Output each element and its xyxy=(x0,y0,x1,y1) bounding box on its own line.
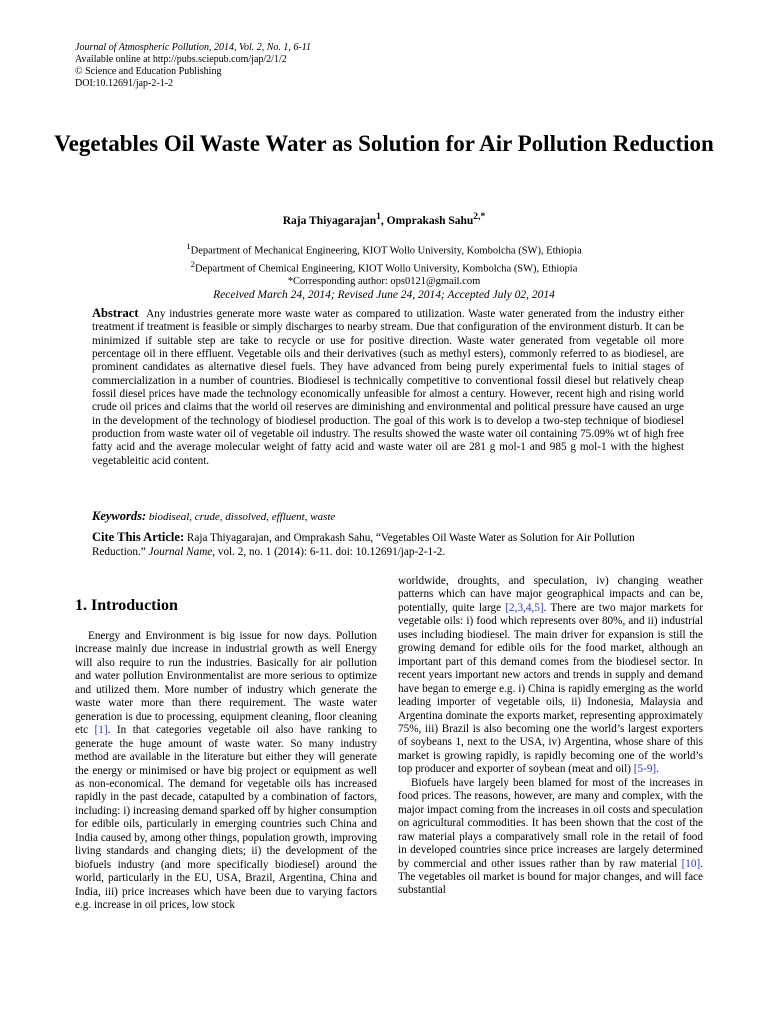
affiliation-text: Department of Mechanical Engineering, KIOT Wollo University, Kombolcha (SW), Ethiopia xyxy=(190,245,582,257)
submission-dates: Received March 24, 2014; Revised June 24, 2014; Accepted July 02, 2014 xyxy=(213,289,555,301)
cite-journal-name: Journal Name xyxy=(148,546,213,558)
paragraph xyxy=(75,630,377,913)
left-column xyxy=(75,630,377,913)
cite-label: Cite This Article: xyxy=(92,530,185,544)
author-name: Raja Thiyagarajan xyxy=(282,214,377,227)
paragraph-text: . There are two major markets for vegetable oils: i) food which represents over 80%, and ii) industrial uses including biodiesel. The main driver for expansion is still the growing demand for edible oils for the food market, although an important part of this demand comes from the biodiesel sector. In recent years important new actors and trends in supply and demand have began to emerge e.g. i) China is rapidly emerging as the world leading importer of vegetable oils, ii) Indonesia, Malaysia and Argentina dominate the exports market, representing approximately 75%, iii) Brazil is also becoming one the world’s largest exporters of soybeans 1, next to the USA, iv) Argentina, whose share of this market is growing rapidly, is rapidly becoming one of the world’s top producer and exporter of soybean (meat and oil) xyxy=(398,601,703,776)
abstract xyxy=(92,307,684,468)
corresponding-author: *Corresponding author: ops0121@gmail.com xyxy=(287,276,481,287)
author-affiliation-mark: 2,* xyxy=(473,211,486,222)
abstract-label: Abstract xyxy=(92,306,139,320)
affiliation-line xyxy=(0,258,768,276)
affiliation-line xyxy=(0,240,768,258)
affiliations xyxy=(0,240,768,289)
abstract-text: Any industries generate more waste water as compared to utilization. Waste water generated from the industry either treatment if treatment is feasible or simply discharges to nearby stream. Due that configuration of the environment disturb. It can be minimized if suitable step are take to recycle or use for positive direction. Waste water generated from vegetable oil more percentage oil in there effluent. Vegetable oils and their derivatives (such as methyl esters), commonly referred to as biodiesel, are prominent candidates as alternative diesel fuels. They have advanced from being purely experimental fuels to initial stages of commercialization in a number of countries. Biodiesel is technically competitive to conventional fossil diesel but relatively cheap fossil diesel prices have made the technology economically unfeasible for almost a century. However, recent high and rising world crude oil prices and claims that the world oil reserves are diminishing and environmental and political pressure have caused an urge in the development of the technology of biodiesel production. The goal of this work is to develop a two-step technique of biodiesel production from waste water oil of vegetable oil industry. The results showed the waste water oil containing 75.09% wt of high free fatty acid and the average molecular weight of fatty acid and waste water oil are 281 g mol-1 and 985 g mol-1 with the highest vegetableitic acid content. xyxy=(92,308,684,467)
cite-text-end: , vol. 2, no. 1 (2014): 6-11. doi: 10.12691/jap-2-1-2. xyxy=(212,546,446,558)
doi-line: DOI:10.12691/jap-2-1-2 xyxy=(75,78,174,89)
keywords-label: Keywords: xyxy=(92,509,147,523)
paragraph xyxy=(398,777,703,898)
paragraph-text: . The vegetables oil market is bound for major changes, and will face substantial xyxy=(398,857,703,897)
reference-link[interactable]: [1] xyxy=(94,724,108,737)
cite-this-article xyxy=(92,530,684,559)
keywords-text: biodiseal, crude, dissolved, effluent, waste xyxy=(148,511,336,523)
paragraph-text: Energy and Environment is big issue for now days. Pollution increase mainly due increase in industrial growth as well Energy will also require to run the industries. Basically for air pollution and water pollution Environmentalist are more serious to optimize and utilized them. More number of industry which generate the waste water more than there requirement. The waste water generation is due to processing, equipment cleaning, floor cleaning etc xyxy=(75,630,377,737)
keywords xyxy=(92,509,684,524)
journal-header xyxy=(75,42,311,90)
right-column xyxy=(398,575,703,898)
reference-link[interactable]: [10] xyxy=(681,857,701,870)
availability-line[interactable]: Available online at http://pubs.sciepub.com/jap/2/1/2 xyxy=(75,54,287,65)
copyright-line: © Science and Education Publishing xyxy=(75,66,222,77)
reference-link[interactable]: [2,3,4,5] xyxy=(505,601,544,614)
affiliation-text: Department of Chemical Engineering, KIOT Wollo University, Kombolcha (SW), Ethiopia xyxy=(194,263,578,275)
paper-title: Vegetables Oil Waste Water as Solution for Air Pollution Reduction xyxy=(54,131,714,156)
paragraph xyxy=(398,575,703,777)
reference-link[interactable]: [5-9] xyxy=(633,763,657,776)
author-affiliation-mark: 1 xyxy=(376,211,381,222)
author-list xyxy=(0,211,768,227)
affiliation-mark: 2 xyxy=(190,259,195,269)
affiliation-mark: 1 xyxy=(186,241,191,251)
paragraph-text: . xyxy=(656,763,659,776)
paragraph-text: worldwide, droughts, and speculation, iv) changing weather patterns which can have major geographical impacts and can be, potentially, quite large xyxy=(398,575,703,614)
author-separator: , xyxy=(380,214,387,227)
paragraph-text: Biofuels have largely been blamed for most of the increases in food prices. The reasons, however, are many and complex, with the major impact coming from the increases in oil costs and speculation on agricultural commodities. It has been shown that the cost of the raw material plays a comparatively small role in the retail of food in developed countries since price increases are largely determined by commercial and other issues rather than by raw material xyxy=(398,776,703,870)
journal-citation: Journal of Atmospheric Pollution, 2014, Vol. 2, No. 1, 6-11 xyxy=(75,42,312,53)
section-heading: 1. Introduction xyxy=(75,597,178,614)
author-name: Omprakash Sahu xyxy=(386,214,474,227)
paragraph-text: . In that categories vegetable oil also have ranking to generate the huge amount of waste water. So many industry method are available in the literature but either they will generate the energy or minimised or have big project or equipment as well as non-economical. The demand for vegetable oils has increased rapidly in the past decade, catapulted by a combination of factors, including: i) increasing demand sparked off by higher consumption for edible oils, particularly in emerging countries such China and India caused by, among other things, population growth, improving living standards and changing diets; ii) the development of the biofuels industry (and more specifically biodiesel) around the world, particularly in the EU, USA, Brazil, Argentina, China and India, iii) price increases which have been due to varying factors e.g. increase in oil prices, low stock xyxy=(75,724,377,912)
cite-text: Raja Thiyagarajan, and Omprakash Sahu, “Vegetables Oil Waste Water as Solution for Air Pollution Reduction.” xyxy=(92,532,635,558)
